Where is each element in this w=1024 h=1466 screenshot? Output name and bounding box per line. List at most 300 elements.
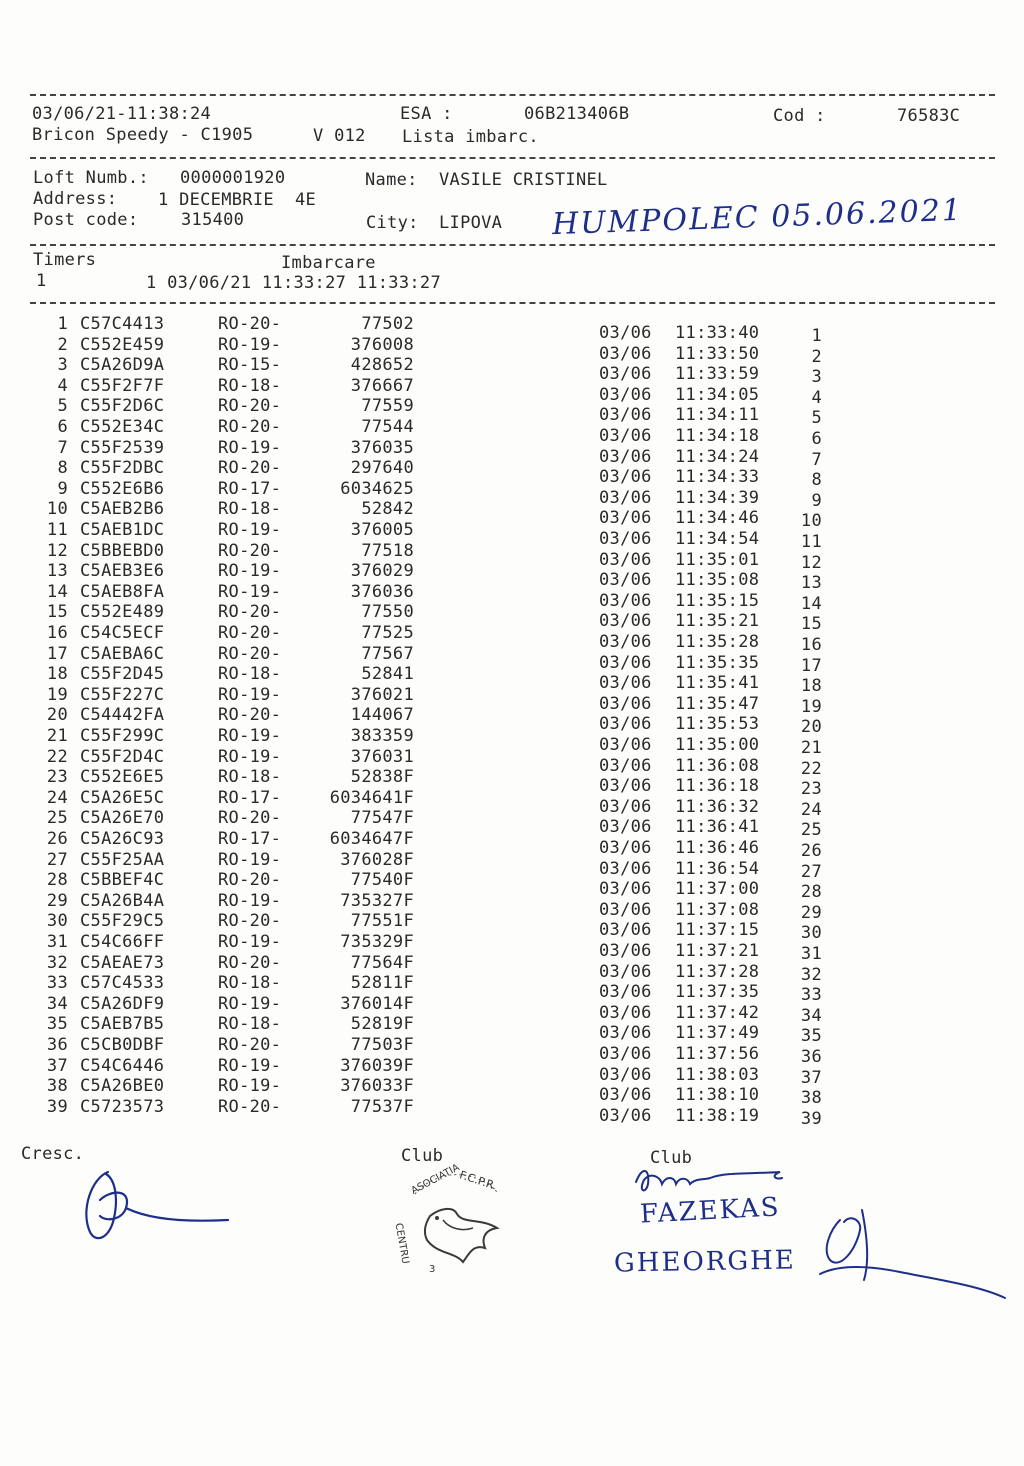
ring-prefix: RO-19-	[218, 437, 282, 458]
arrival-date: 03/06	[599, 508, 652, 529]
pigeon-chip-code: C55F2D6C	[80, 396, 165, 417]
pigeon-chip-code: C55F25AA	[80, 849, 165, 870]
pigeon-chip-code: C5AEBA6C	[80, 643, 165, 664]
club-stamp	[385, 1162, 525, 1298]
arrival-position: 14	[800, 593, 822, 614]
pigeon-chip-code: C5723573	[80, 1096, 165, 1117]
arrival-time: 11:33:40	[675, 323, 760, 343]
arrival-position: 39	[800, 1108, 822, 1129]
row-index: 1	[57, 314, 68, 334]
row-index: 8	[57, 458, 68, 479]
pigeon-chip-code: C5BBEF4C	[80, 870, 165, 891]
pigeon-chip-code: C5AEB1DC	[80, 520, 165, 540]
pigeon-chip-code: C55F227C	[80, 684, 165, 705]
handwritten-race-note: HUMPOLEC 05.06.2021	[551, 192, 964, 243]
pigeon-chip-code: C5A26E70	[80, 808, 165, 829]
row-index: 38	[46, 1076, 68, 1097]
arrival-time: 11:36:32	[675, 796, 760, 817]
arrival-time: 11:38:19	[675, 1105, 760, 1126]
ring-prefix: RO-20-	[218, 808, 282, 829]
arrival-position: 24	[800, 799, 822, 820]
stamp-side-text: CENTRU	[392, 1222, 411, 1265]
ring-prefix: RO-20-	[218, 705, 282, 726]
ring-prefix: RO-19-	[218, 561, 282, 582]
ring-prefix: RO-19-	[218, 726, 282, 746]
arrival-position: 12	[800, 552, 822, 573]
arrival-date: 03/06	[599, 364, 652, 385]
row-index: 34	[46, 993, 68, 1014]
arrival-date: 03/06	[599, 405, 652, 426]
arrival-time: 11:34:39	[675, 487, 760, 508]
arrival-time: 11:34:24	[675, 446, 760, 467]
arrival-date: 03/06	[599, 961, 652, 982]
row-index: 2	[57, 334, 68, 355]
arrival-position: 11	[800, 532, 822, 552]
row-index: 25	[46, 808, 68, 829]
arrival-time: 11:35:00	[675, 735, 760, 755]
arrival-time: 11:35:47	[675, 693, 760, 714]
arrival-date: 03/06	[599, 632, 652, 652]
arrival-time: 11:37:35	[675, 982, 760, 1003]
ring-prefix: RO-17-	[218, 829, 282, 849]
row-index: 26	[46, 829, 68, 849]
ring-prefix: RO-19-	[218, 849, 282, 870]
arrival-position: 17	[800, 655, 822, 676]
ring-prefix: RO-15-	[218, 355, 282, 376]
ring-number: 376033F	[340, 1076, 414, 1097]
breeder-signature	[70, 1160, 240, 1250]
arrival-position: 23	[800, 779, 822, 800]
ring-number: 77544	[361, 417, 414, 437]
pigeon-chip-code: C55F2DBC	[80, 458, 165, 479]
arrival-date: 03/06	[599, 714, 652, 735]
pigeon-chip-code: C55F2539	[80, 437, 165, 458]
pigeon-chip-code: C5AEB3E6	[80, 561, 165, 582]
arrival-date: 03/06	[599, 1085, 652, 1106]
arrival-position: 13	[800, 573, 822, 594]
pigeon-chip-code: C5AEB8FA	[80, 581, 165, 602]
ring-prefix: RO-18-	[218, 375, 282, 396]
row-index: 6	[57, 417, 68, 437]
arrival-position: 38	[800, 1088, 822, 1109]
arrival-time: 11:34:33	[675, 467, 760, 488]
ring-prefix: RO-18-	[218, 664, 282, 685]
device-version: V 012	[313, 126, 366, 146]
arrival-position: 25	[800, 820, 822, 841]
arrival-time: 11:34:46	[675, 508, 760, 529]
arrival-time: 11:37:15	[675, 920, 760, 941]
ring-number: 376039F	[340, 1055, 414, 1076]
arrival-date: 03/06	[599, 735, 652, 755]
ring-prefix: RO-19-	[218, 1055, 282, 1076]
row-index: 9	[57, 478, 68, 499]
signature-gheorghe: GHEORGHE	[613, 1245, 796, 1279]
row-index: 21	[46, 726, 68, 746]
name-value: VASILE CRISTINEL	[439, 170, 608, 190]
address-label: Address:	[33, 189, 118, 209]
row-index: 39	[46, 1096, 68, 1117]
pigeon-chip-code: C57C4413	[80, 314, 165, 334]
arrival-position: 32	[800, 964, 822, 985]
arrival-time: 11:37:42	[675, 1002, 760, 1023]
city-value: LIPOVA	[439, 213, 503, 233]
row-index: 5	[57, 396, 68, 417]
ring-prefix: RO-20-	[218, 1035, 282, 1055]
arrival-time: 11:38:10	[675, 1085, 760, 1106]
pigeon-chip-code: C552E459	[80, 334, 165, 355]
ring-number: 376667	[350, 375, 414, 396]
stamp-number: 3	[429, 1264, 436, 1275]
arrival-position: 10	[800, 511, 822, 532]
arrival-time: 11:36:41	[675, 817, 760, 838]
pigeon-chip-code: C57C4533	[80, 973, 165, 994]
row-index: 3	[57, 355, 68, 376]
ring-prefix: RO-19-	[218, 684, 282, 705]
arrival-time: 11:35:41	[675, 673, 760, 694]
arrival-date: 03/06	[599, 1044, 652, 1064]
arrival-date: 03/06	[599, 673, 652, 694]
ring-number: 383359	[350, 726, 414, 746]
arrival-date: 03/06	[599, 611, 652, 632]
arrival-date: 03/06	[599, 652, 652, 673]
arrival-time: 11:36:08	[675, 755, 760, 776]
arrival-time: 11:34:11	[675, 405, 760, 426]
arrival-position: 5	[811, 408, 822, 429]
loft-value: 0000001920	[180, 168, 286, 188]
table-row	[0, 1096, 1024, 1129]
arrival-date: 03/06	[599, 426, 652, 446]
ring-number: 376005	[350, 520, 414, 540]
arrival-date: 03/06	[599, 529, 652, 549]
arrival-time: 11:34:18	[675, 426, 760, 446]
arrival-time: 11:34:05	[675, 384, 760, 405]
arrival-time: 11:34:54	[675, 529, 760, 549]
arrival-date: 03/06	[599, 1105, 652, 1126]
address-value: 1 DECEMBRIE 4E	[158, 190, 317, 210]
arrival-time: 11:36:18	[675, 776, 760, 797]
pigeon-chip-code: C54442FA	[80, 705, 165, 726]
row-index: 37	[46, 1055, 68, 1076]
arrival-date: 03/06	[599, 941, 652, 961]
arrival-date: 03/06	[599, 755, 652, 776]
timer-id: 1	[36, 271, 47, 291]
arrival-position: 22	[800, 758, 822, 779]
ring-prefix: RO-20-	[218, 396, 282, 417]
pigeon-chip-code: C55F2D45	[80, 664, 165, 685]
ring-prefix: RO-17-	[218, 787, 282, 808]
pigeon-chip-code: C5A26B4A	[80, 890, 165, 911]
club-scribble-signature	[630, 1160, 800, 1196]
arrival-time: 11:33:50	[675, 343, 760, 364]
arrival-position: 1	[811, 326, 822, 346]
name-label: Name:	[365, 170, 418, 190]
ring-prefix: RO-19-	[218, 993, 282, 1014]
arrival-date: 03/06	[599, 323, 652, 343]
arrival-position: 4	[811, 387, 822, 408]
ring-number: 52842	[361, 499, 414, 520]
arrival-date: 03/06	[599, 1002, 652, 1023]
pigeon-chip-code: C5AEAE73	[80, 952, 165, 973]
ring-number: 77559	[361, 396, 414, 417]
arrival-position: 18	[800, 676, 822, 697]
arrival-date: 03/06	[599, 343, 652, 364]
arrival-position: 20	[800, 717, 822, 738]
pigeon-chip-code: C5A26C93	[80, 829, 165, 849]
ring-number: 6034641F	[329, 787, 414, 808]
divider-top	[30, 94, 995, 96]
arrival-position: 3	[811, 367, 822, 388]
ring-prefix: RO-17-	[218, 478, 282, 499]
pigeon-chip-code: C54C66FF	[80, 932, 165, 952]
row-index: 10	[46, 499, 68, 520]
arrival-position: 29	[800, 902, 822, 923]
stamp-top-text: ASOCIATIA	[409, 1162, 462, 1197]
timer-line: 1 03/06/21 11:33:27 11:33:27	[146, 273, 441, 293]
pigeon-chip-code: C5A26E5C	[80, 787, 165, 808]
row-index: 16	[46, 623, 68, 643]
city-label: City:	[366, 213, 419, 233]
arrival-position: 28	[800, 882, 822, 903]
pigeon-chip-code: C55F2D4C	[80, 746, 165, 767]
arrival-date: 03/06	[599, 384, 652, 405]
ring-prefix: RO-19-	[218, 1076, 282, 1097]
row-index: 31	[46, 932, 68, 952]
club-label-left: Club	[401, 1146, 444, 1166]
cod-value: 76583C	[897, 106, 961, 126]
arrival-position: 34	[800, 1005, 822, 1026]
ring-prefix: RO-20-	[218, 623, 282, 643]
pigeon-chip-code: C5A26DF9	[80, 993, 165, 1014]
arrival-time: 11:35:15	[675, 590, 760, 611]
row-index: 4	[57, 375, 68, 396]
ring-prefix: RO-20-	[218, 870, 282, 891]
ring-number: 77540F	[350, 870, 414, 891]
ring-prefix: RO-20-	[218, 911, 282, 932]
ring-prefix: RO-19-	[218, 581, 282, 602]
ring-number: 77567	[361, 643, 414, 664]
pigeon-chip-code: C54C5ECF	[80, 623, 165, 643]
arrival-time: 11:35:28	[675, 632, 760, 652]
arrival-date: 03/06	[599, 549, 652, 570]
ring-prefix: RO-18-	[218, 499, 282, 520]
signature-fazekas: FAZEKAS	[639, 1192, 782, 1230]
row-index: 11	[46, 520, 68, 540]
ring-prefix: RO-18-	[218, 767, 282, 788]
stamp-acronym: F.C.P.R.	[457, 1168, 499, 1193]
ring-number: 376008	[350, 334, 414, 355]
ring-number: 77550	[361, 602, 414, 623]
arrival-position: 31	[800, 944, 822, 964]
ring-number: 77547F	[350, 808, 414, 829]
row-index: 12	[46, 540, 68, 561]
ring-number: 376031	[350, 746, 414, 767]
arrival-time: 11:37:56	[675, 1044, 760, 1064]
ring-prefix: RO-19-	[218, 932, 282, 952]
ring-number: 77525	[361, 623, 414, 643]
ring-number: 77502	[361, 314, 414, 334]
arrival-time: 11:33:59	[675, 364, 760, 385]
row-index: 30	[46, 911, 68, 932]
ring-number: 77551F	[350, 911, 414, 932]
pigeon-chip-code: C55F29C5	[80, 911, 165, 932]
arrival-position: 27	[800, 861, 822, 882]
ring-prefix: RO-20-	[218, 952, 282, 973]
arrival-date: 03/06	[599, 590, 652, 611]
pigeon-chip-code: C54C6446	[80, 1055, 165, 1076]
postcode-value: 315400	[181, 210, 245, 230]
arrival-time: 11:35:01	[675, 549, 760, 570]
arrival-position: 2	[811, 346, 822, 367]
arrival-time: 11:35:53	[675, 714, 760, 735]
divider-owner	[30, 244, 995, 246]
cod-label: Cod :	[773, 106, 826, 126]
esa-label: ESA :	[400, 104, 453, 124]
arrival-time: 11:36:54	[675, 858, 760, 879]
loft-label: Loft Numb.:	[33, 168, 149, 188]
ring-prefix: RO-20-	[218, 602, 282, 623]
arrival-date: 03/06	[599, 817, 652, 838]
ring-number: 77537F	[350, 1096, 414, 1117]
esa-value: 06B213406B	[524, 104, 630, 124]
ring-number: 52838F	[350, 767, 414, 788]
arrival-position: 8	[811, 470, 822, 491]
arrival-time: 11:35:08	[675, 570, 760, 591]
pigeon-chip-code: C5CB0DBF	[80, 1035, 165, 1055]
arrival-time: 11:37:21	[675, 941, 760, 961]
divider-timers	[30, 302, 995, 304]
ring-prefix: RO-20-	[218, 1096, 282, 1117]
arrival-date: 03/06	[599, 776, 652, 797]
ring-prefix: RO-18-	[218, 1014, 282, 1035]
arrival-position: 19	[800, 696, 822, 717]
row-index: 28	[46, 870, 68, 891]
ring-number: 297640	[350, 458, 414, 479]
ring-number: 6034625	[340, 478, 414, 499]
row-index: 22	[46, 746, 68, 767]
ring-prefix: RO-19-	[218, 334, 282, 355]
divider-header	[30, 157, 995, 159]
ring-number: 376029	[350, 561, 414, 582]
pigeon-chip-code: C55F2F7F	[80, 375, 165, 396]
arrival-position: 16	[800, 635, 822, 655]
arrival-position: 37	[800, 1067, 822, 1088]
arrival-position: 30	[800, 923, 822, 944]
pigeon-chip-code: C552E6B6	[80, 478, 165, 499]
arrival-date: 03/06	[599, 1023, 652, 1044]
ring-number: 735329F	[340, 932, 414, 952]
row-index: 14	[46, 581, 68, 602]
row-index: 32	[46, 952, 68, 973]
ring-prefix: RO-20-	[218, 643, 282, 664]
arrival-date: 03/06	[599, 467, 652, 488]
arrival-time: 11:37:49	[675, 1023, 760, 1044]
pigeon-chip-code: C5AEB2B6	[80, 499, 165, 520]
row-index: 18	[46, 664, 68, 685]
ring-prefix: RO-20-	[218, 458, 282, 479]
ring-prefix: RO-20-	[218, 540, 282, 561]
timers-label: Timers	[33, 250, 97, 270]
pigeon-chip-code: C5A26BE0	[80, 1076, 165, 1097]
arrival-date: 03/06	[599, 570, 652, 591]
arrival-time: 11:36:46	[675, 838, 760, 858]
ring-prefix: RO-19-	[218, 746, 282, 767]
pigeon-chip-code: C552E34C	[80, 417, 165, 437]
ring-prefix: RO-20-	[218, 417, 282, 437]
arrival-position: 26	[800, 841, 822, 861]
ring-number: 376036	[350, 581, 414, 602]
arrival-time: 11:37:08	[675, 899, 760, 920]
ring-number: 376035	[350, 437, 414, 458]
device-name: Bricon Speedy - C1905	[32, 125, 254, 145]
ring-number: 52841	[361, 664, 414, 685]
pigeon-chip-code: C5BBEBD0	[80, 540, 165, 561]
arrival-date: 03/06	[599, 838, 652, 858]
ring-number: 144067	[350, 705, 414, 726]
arrival-time: 11:37:00	[675, 879, 760, 900]
pigeon-chip-code: C552E489	[80, 602, 165, 623]
row-index: 17	[46, 643, 68, 664]
ring-number: 52811F	[350, 973, 414, 994]
pigeon-chip-code: C5AEB7B5	[80, 1014, 165, 1035]
arrival-date: 03/06	[599, 982, 652, 1003]
ring-number: 77503F	[350, 1035, 414, 1055]
ring-number: 77518	[361, 540, 414, 561]
postcode-label: Post code:	[33, 210, 139, 230]
arrival-position: 6	[811, 429, 822, 449]
row-index: 24	[46, 787, 68, 808]
arrival-position: 21	[800, 738, 822, 758]
arrival-date: 03/06	[599, 693, 652, 714]
arrival-date: 03/06	[599, 899, 652, 920]
arrival-date: 03/06	[599, 446, 652, 467]
list-title: Lista imbarc.	[402, 127, 539, 147]
arrival-time: 11:35:35	[675, 652, 760, 673]
row-index: 13	[46, 561, 68, 582]
ring-number: 376014F	[340, 993, 414, 1014]
ring-number: 52819F	[350, 1014, 414, 1035]
club-label-right: Club	[650, 1148, 693, 1168]
arrival-date: 03/06	[599, 487, 652, 508]
ring-number: 376028F	[340, 849, 414, 870]
arrival-date: 03/06	[599, 920, 652, 941]
row-index: 36	[46, 1035, 68, 1055]
cresc-label: Cresc.	[21, 1144, 85, 1164]
ring-prefix: RO-19-	[218, 520, 282, 540]
arrival-time: 11:38:03	[675, 1064, 760, 1085]
row-index: 20	[46, 705, 68, 726]
row-index: 33	[46, 973, 68, 994]
arrival-date: 03/06	[599, 879, 652, 900]
ring-prefix: RO-20-	[218, 314, 282, 334]
arrival-position: 9	[811, 490, 822, 511]
row-index: 29	[46, 890, 68, 911]
arrival-position: 33	[800, 985, 822, 1006]
ring-number: 6034647F	[329, 829, 414, 849]
ring-number: 428652	[350, 355, 414, 376]
row-index: 15	[46, 602, 68, 623]
arrival-time: 11:35:21	[675, 611, 760, 632]
row-index: 7	[57, 437, 68, 458]
row-index: 23	[46, 767, 68, 788]
print-datetime: 03/06/21-11:38:24	[32, 104, 212, 124]
arrival-date: 03/06	[599, 858, 652, 879]
arrival-position: 36	[800, 1047, 822, 1067]
pigeon-chip-code: C55F299C	[80, 726, 165, 746]
arrival-time: 11:37:28	[675, 961, 760, 982]
ring-number: 735327F	[340, 890, 414, 911]
arrival-position: 7	[811, 449, 822, 470]
arrival-date: 03/06	[599, 1064, 652, 1085]
